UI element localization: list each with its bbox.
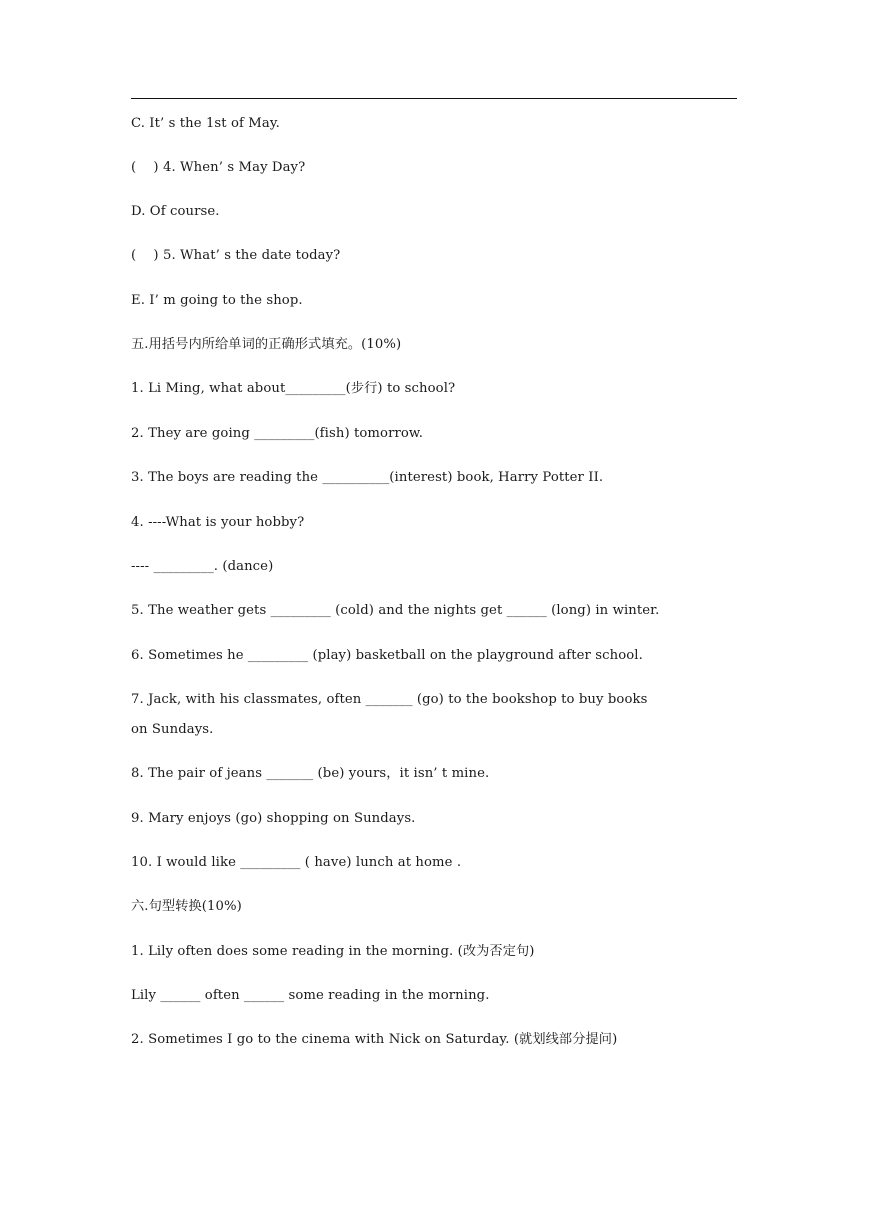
fill-item-4: 4. ----What is your hobby?: [131, 515, 305, 530]
option-e: E. I’ m going to the shop.: [131, 293, 303, 308]
transform-item-1: 1. Lily often does some reading in the morning. (改为否定句): [131, 944, 535, 959]
fill-item-1: 1. Li Ming, what about_________(步行) to school?: [131, 381, 456, 396]
fill-item-8: 8. The pair of jeans _______ (be) yours，it isn’ t mine.: [131, 766, 490, 781]
fill-item-7: 7. Jack, with his classmates, often _______ (go) to the bookshop to buy books: [131, 692, 648, 707]
transform-item-2: 2. Sometimes I go to the cinema with Nick on Saturday. (就划线部分提问): [131, 1032, 618, 1047]
fill-item-7-continued: on Sundays.: [131, 722, 214, 737]
fill-item-6: 6. Sometimes he _________ (play) basketball on the playground after school.: [131, 648, 643, 663]
fill-item-10: 10. I would like _________ ( have) lunch at home .: [131, 855, 462, 870]
header-rule: [131, 98, 737, 99]
option-c: C. It’ s the 1st of May.: [131, 116, 280, 131]
transform-item-1-answer: Lily ______ often ______ some reading in the morning.: [131, 988, 490, 1003]
option-d: D. Of course.: [131, 204, 220, 219]
question-5: ( ) 5. What’ s the date today?: [131, 248, 341, 263]
question-4: ( ) 4. When’ s May Day?: [131, 160, 306, 175]
section-6-heading: 六.句型转换(10%): [131, 899, 242, 914]
fill-item-3: 3. The boys are reading the __________(interest) book, Harry Potter II.: [131, 470, 604, 485]
section-5-heading: 五.用括号内所给单词的正确形式填充。(10%): [131, 337, 402, 352]
fill-item-9: 9. Mary enjoys (go) shopping on Sundays.: [131, 811, 416, 826]
fill-item-2: 2. They are going _________(fish) tomorrow.: [131, 426, 424, 441]
fill-item-5: 5. The weather gets _________ (cold) and the nights get ______ (long) in winter.: [131, 603, 660, 618]
fill-item-4-answer: ---- _________. (dance): [131, 559, 274, 574]
